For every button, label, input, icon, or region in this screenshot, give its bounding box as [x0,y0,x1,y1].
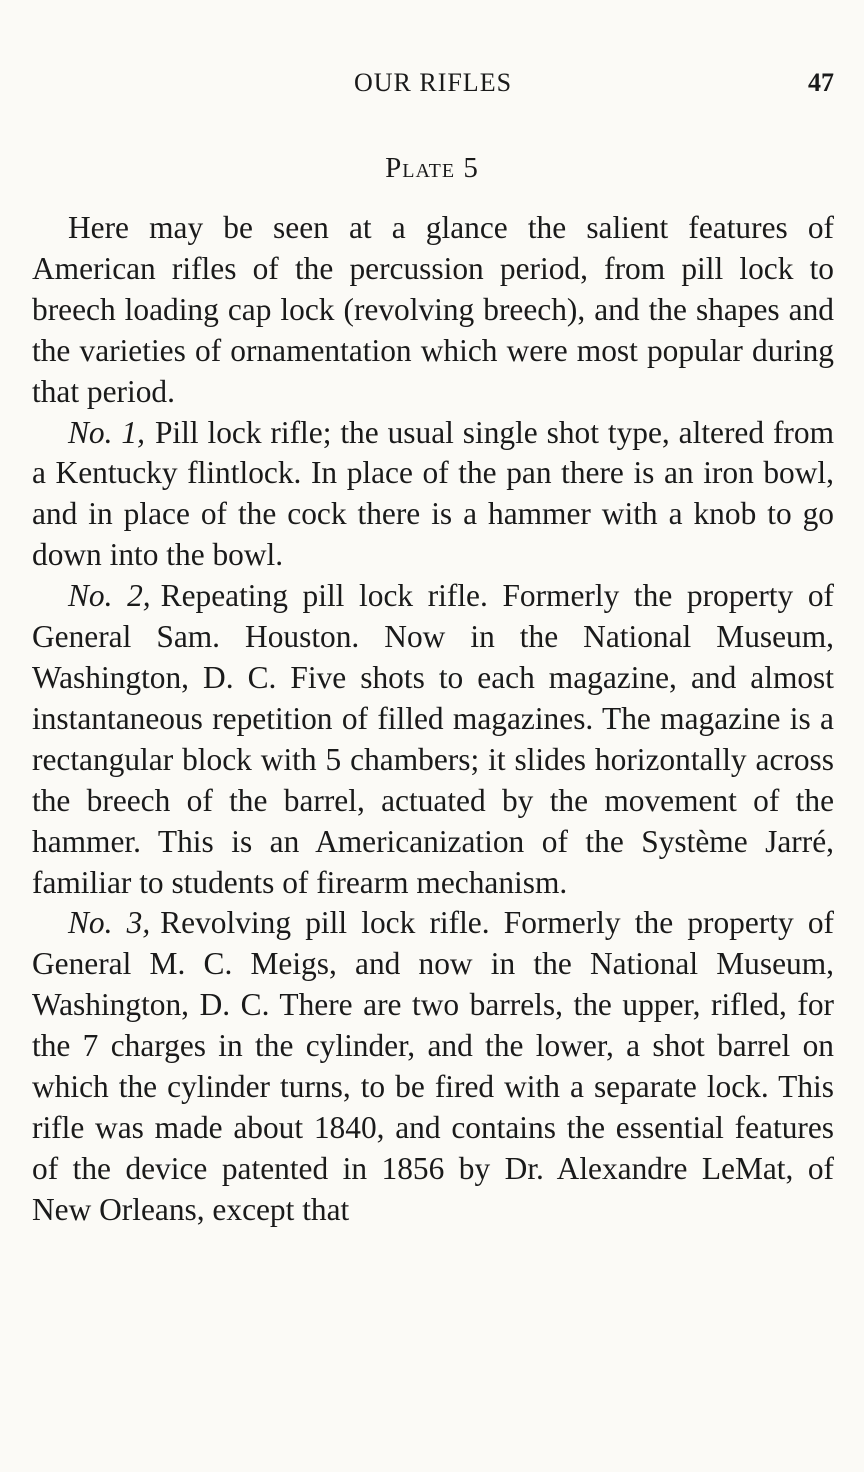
page-number: 47 [808,68,834,97]
entry-number: No. 1, [68,414,145,450]
running-head [32,68,834,104]
running-title: OUR RIFLES [353,68,513,97]
entry-paragraph-3 [32,903,834,1230]
entry-number: No. 2, [68,578,151,614]
intro-paragraph: Here may be seen at a glance the salient features of American rifles of the percussion period, from pill lock to breech loading cap lock (revolving breech), and the shapes and the varieties of ornamentation which were most popular during that period. [32,210,834,409]
entry-paragraph-1 [32,413,834,577]
entry-text: Revolving pill lock rifle. Formerly the property of General M. C. Meigs, and now in the National Museum, Washington, D. C. There are two barrels, the upper, rifled, for the 7 charges in the cylinder, and the lower, a shot barrel on which the cylinder turns, to be fired with a separate lock. This rifle was made about 1840, and contains the essential features of the device patented in 1856 by Dr. Alexandre LeMat, of New Orleans, except that [32,905,834,1227]
plate-heading: Plate 5 [385,152,479,184]
body-text [32,208,834,1231]
entry-text: Repeating pill lock rifle. Formerly the property of General Sam. Houston. Now in the National Museum, Washington, D. C. Five shots to each magazine, and almost instantaneous repetition of filled magazines. The magazine is a rectangular block with 5 chambers; it slides horizontally across the breech of the barrel, actuated by the movement of the hammer. This is an Americanization of the Système Jarré, familiar to students of firearm mechanism. [32,578,834,900]
entry-paragraph-2 [32,576,834,903]
entry-number: No. 3, [68,905,151,941]
entry-text: Pill lock rifle; the usual single shot type, altered from a Kentucky flintlock. In place of the pan there is an iron bowl, and in place of the cock there is a hammer with a knob to go down into the bowl. [32,414,834,573]
